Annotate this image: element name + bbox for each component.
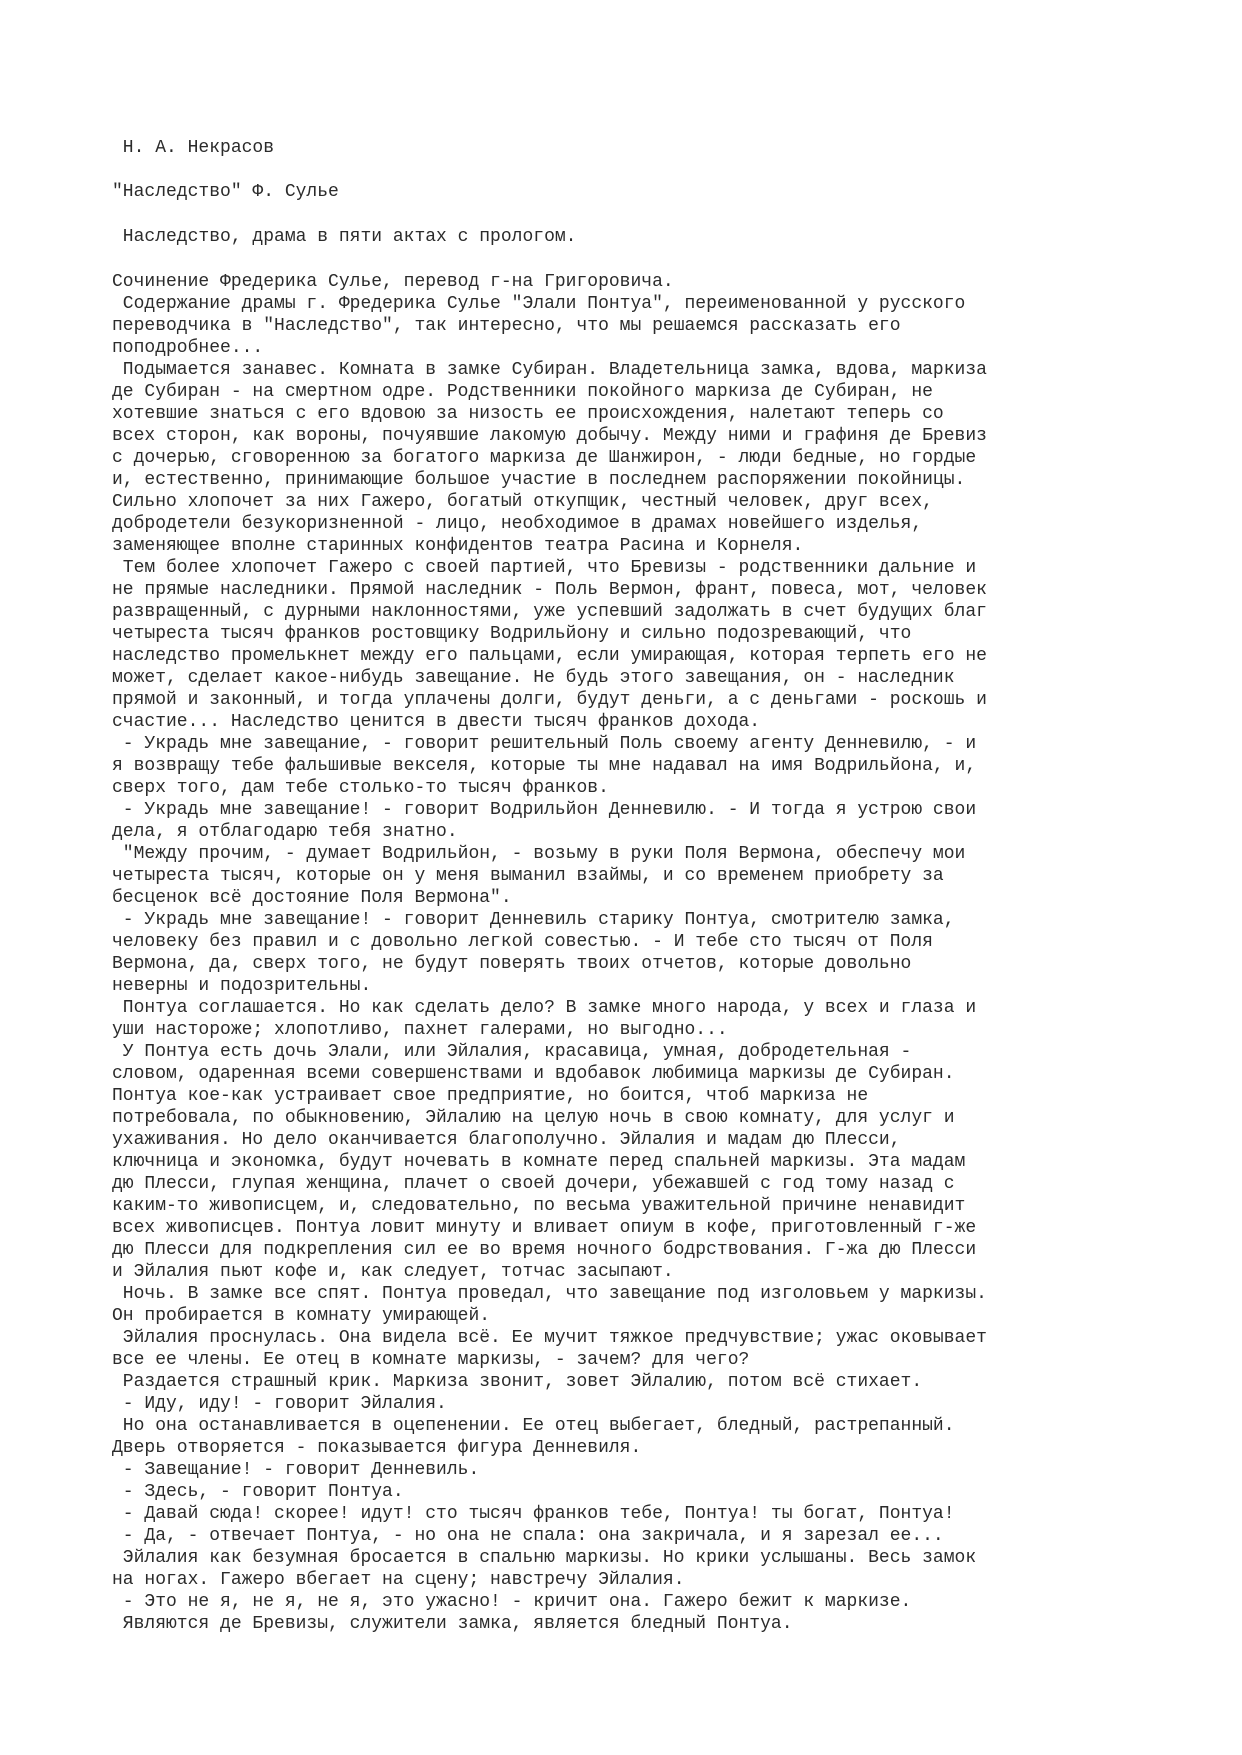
document-subtitle: Наследство, драма в пяти актах с прологом. [112,227,577,247]
body-text [112,271,987,1635]
text-line: и, естественно, принимающие большое участие в последнем распоряжении покойницы. [112,470,966,490]
text-line: человеку без правил и с довольно легкой совестью. - И тебе сто тысяч от Поля [112,932,933,952]
text-line: Раздается страшный крик. Маркиза звонит, зовет Эйлалию, потом всё стихает. [112,1372,923,1392]
text-line: всех живописцев. Понтуа ловит минуту и вливает опиум в кофе, приготовленный г-же [112,1218,977,1238]
text-line: наследство промелькнет между его пальцами, если умирающая, которая терпеть его не [112,646,987,666]
text-line: Содержание драмы г. Фредерика Сулье "Элали Понтуа", переименованной у русского [112,294,966,314]
text-line: с дочерью, сговоренною за богатого маркиза де Шанжирон, - люди бедные, но гордые [112,448,977,468]
text-line: на ногах. Гажеро вбегает на сцену; навстречу Эйлалия. [112,1570,685,1590]
text-line: - Украдь мне завещание, - говорит решительный Поль своему агенту Денневилю, - и [112,734,977,754]
text-line: потребовала, по обыкновению, Эйлалию на целую ночь в свою комнату, для услуг и [112,1108,955,1128]
text-line: заменяющее вполне старинных конфидентов театра Расина и Корнеля. [112,536,804,556]
text-line: словом, одаренная всеми совершенствами и вдобавок любимица маркизы де Субиран. [112,1064,955,1084]
text-line: счастие... Наследство ценится в двести тысяч франков дохода. [112,712,761,732]
text-line: сверх того, дам тебе столько-то тысяч франков. [112,778,609,798]
text-line: Сильно хлопочет за них Гажеро, богатый откупщик, честный человек, друг всех, [112,492,933,512]
text-line: Вермона, да, сверх того, не будут поверять твоих отчетов, которые довольно [112,954,912,974]
text-line: ключница и экономка, будут ночевать в комнате перед спальней маркизы. Эта мадам [112,1152,966,1172]
text-line: не прямые наследники. Прямой наследник - Поль Вермон, франт, повеса, мот, человек [112,580,987,600]
text-line: дела, я отблагодарю тебя знатно. [112,822,458,842]
text-line: - Украдь мне завещание! - говорит Водрильйон Денневилю. - И тогда я устрою свои [112,800,977,820]
text-line: может, сделает какое-нибудь завещание. Не будь этого завещания, он - наследник [112,668,955,688]
text-line: прямой и законный, и тогда уплачены долги, будут деньги, а с деньгами - роскошь и [112,690,987,710]
text-line: Эйлалия проснулась. Она видела всё. Ее мучит тяжкое предчувствие; ужас оковывает [112,1328,987,1348]
text-line: Тем более хлопочет Гажеро с своей партией, что Бревизы - родственники дальние и [112,558,977,578]
text-line: Сочинение Фредерика Сулье, перевод г-на Григоровича. [112,272,674,292]
text-line: четыреста тысяч франков ростовщику Водрильйону и сильно подозревающий, что [112,624,912,644]
text-line: ухаживания. Но дело оканчивается благополучно. Эйлалия и мадам дю Плесси, [112,1130,901,1150]
text-line: добродетели безукоризненной - лицо, необходимое в драмах новейшего изделья, [112,514,923,534]
text-line: Но она останавливается в оцепенении. Ее отец выбегает, бледный, растрепанный. [112,1416,955,1436]
text-line: Подымается занавес. Комната в замке Субиран. Владетельница замка, вдова, маркиза [112,360,987,380]
text-line: Эйлалия как безумная бросается в спальню маркизы. Но крики услышаны. Весь замок [112,1548,977,1568]
text-line: Он пробирается в комнату умирающей. [112,1306,491,1326]
text-line: Дверь отворяется - показывается фигура Денневиля. [112,1438,642,1458]
text-line: де Субиран - на смертном одре. Родственники покойного маркиза де Субиран, не [112,382,933,402]
text-line: развращенный, с дурными наклонностями, уже успевший задолжать в счет будущих благ [112,602,987,622]
text-line: - Да, - отвечает Понтуа, - но она не спала: она закричала, и я зарезал ее... [112,1526,944,1546]
text-line: - Здесь, - говорит Понтуа. [112,1482,404,1502]
text-line: Являются де Бревизы, служители замка, является бледный Понтуа. [112,1614,793,1634]
text-line: переводчика в "Наследство", так интересно, что мы решаемся рассказать его [112,316,901,336]
text-line: Понтуа соглашается. Но как сделать дело? В замке много народа, у всех и глаза и [112,998,977,1018]
text-line: дю Плесси, глупая женщина, плачет о своей дочери, убежавшей с год тому назад с [112,1174,955,1194]
author-line: Н. А. Некрасов [112,138,275,158]
text-line: все ее члены. Ее отец в комнате маркизы, - зачем? для чего? [112,1350,750,1370]
text-line: бесценок всё достояние Поля Вермона". [112,888,512,908]
text-line: - Давай сюда! скорее! идут! сто тысяч франков тебе, Понтуа! ты богат, Понтуа! [112,1504,955,1524]
text-line: - Это не я, не я, не я, это ужасно! - кричит она. Гажеро бежит к маркизе. [112,1592,912,1612]
text-line: поподробнее... [112,338,264,358]
text-line: Понтуа кое-как устраивает свое предприятие, но боится, чтоб маркиза не [112,1086,869,1106]
text-line: неверны и подозрительны. [112,976,372,996]
text-line: и Эйлалия пьют кофе и, как следует, тотчас засыпают. [112,1262,674,1282]
text-line: Ночь. В замке все спят. Понтуа проведал, что завещание под изголовьем у маркизы. [112,1284,987,1304]
text-line: уши настороже; хлопотливо, пахнет галерами, но выгодно... [112,1020,728,1040]
text-line: четыреста тысяч, которые он у меня выманил взаймы, и со временем приобрету за [112,866,944,886]
text-line: - Завещание! - говорит Денневиль. [112,1460,480,1480]
text-line: У Понтуа есть дочь Элали, или Эйлалия, красавица, умная, добродетельная - [112,1042,912,1062]
text-line: "Между прочим, - думает Водрильйон, - возьму в руки Поля Вермона, обеспечу мои [112,844,966,864]
text-line: я возвращу тебе фальшивые векселя, которые ты мне надавал на имя Водрильйона, и, [112,756,977,776]
text-line: каким-то живописцем, и, следовательно, по весьма уважительной причине ненавидит [112,1196,966,1216]
text-line: - Иду, иду! - говорит Эйлалия. [112,1394,447,1414]
text-line: всех сторон, как вороны, почуявшие лакомую добычу. Между ними и графиня де Бревиз [112,426,987,446]
text-line: дю Плесси для подкрепления сил ее во время ночного бодрствования. Г-жа дю Плесси [112,1240,977,1260]
document-title: "Наследство" Ф. Сулье [112,182,339,202]
text-line: хотевшие знаться с его вдовою за низость ее происхождения, налетают теперь со [112,404,944,424]
text-line: - Украдь мне завещание! - говорит Денневиль старику Понтуа, смотрителю замка, [112,910,955,930]
